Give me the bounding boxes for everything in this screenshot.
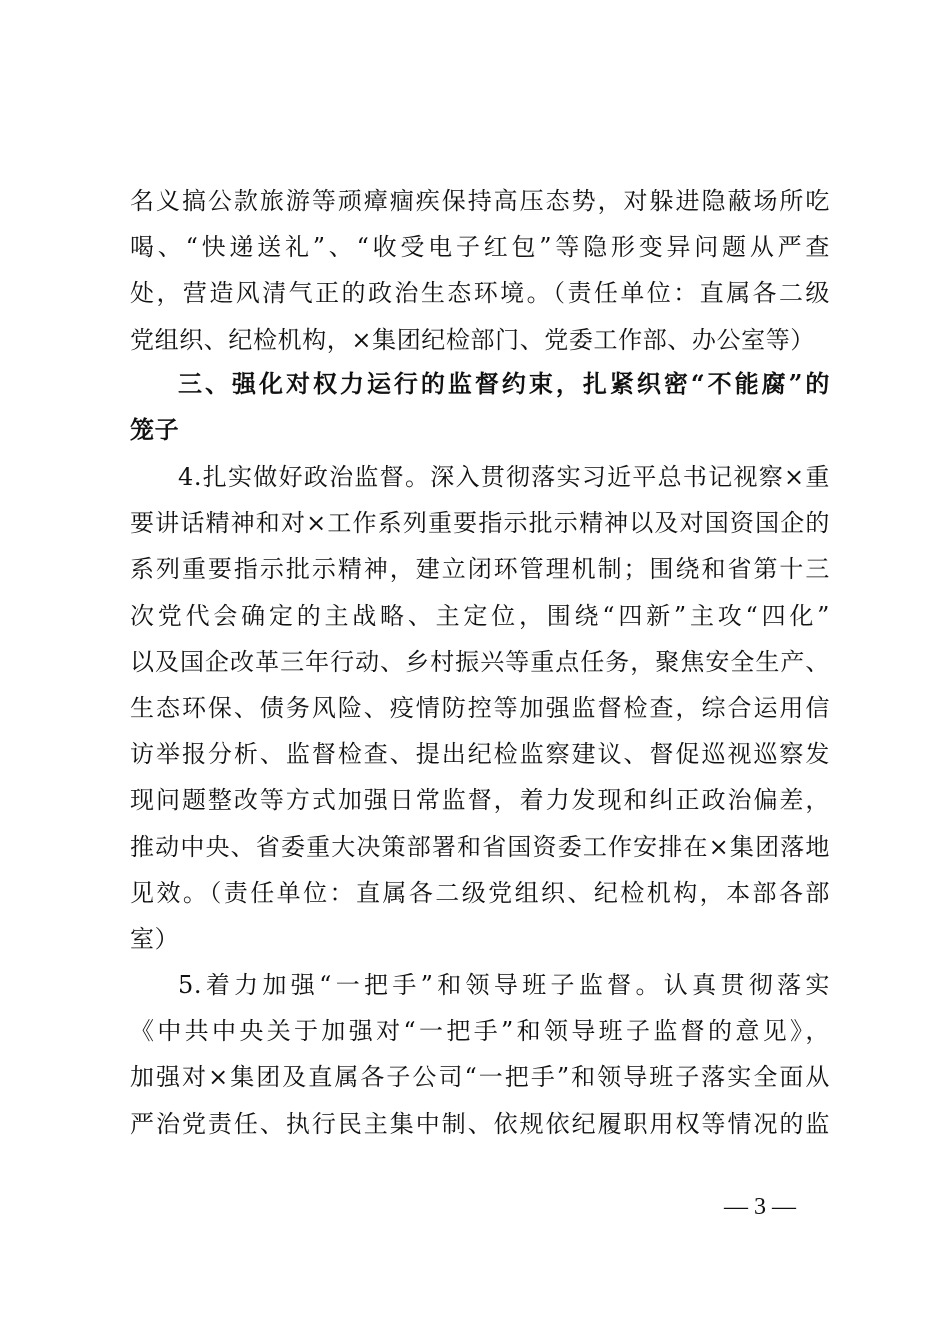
paragraph-continued: [130, 178, 830, 363]
text-line: 喝、“快递送礼”、“收受电子红包”等隐形变异问题从严查: [130, 233, 830, 262]
text-line: 系列重要指示批示精神，建立闭环管理机制；围绕和省第十三: [130, 555, 830, 584]
text-line: 严治党责任、执行民主集中制、依规依纪履职用权等情况的监: [130, 1109, 830, 1138]
paragraph-item-4: [130, 454, 830, 962]
text-line: 《中共中央关于加强对“一把手”和领导班子监督的意见》，: [130, 1017, 830, 1046]
text-line: 5.着力加强“一把手”和领导班子监督。认真贯彻落实: [178, 971, 830, 999]
text-line: 要讲话精神和对×工作系列重要指示批示精神以及对国资国企的: [130, 509, 830, 538]
heading-line: 笼子: [130, 415, 180, 445]
text-line: 以及国企改革三年行动、乡村振兴等重点任务，聚焦安全生产、: [130, 647, 830, 676]
text-line: 推动中央、省委重大决策部署和省国资委工作安排在×集团落地: [130, 832, 830, 861]
text-line: 访举报分析、监督检查、提出纪检监察建议、督促巡视巡察发: [130, 740, 830, 769]
page-number: — 3 —: [724, 1194, 796, 1220]
text-line: 现问题整改等方式加强日常监督，着力发现和纠正政治偏差，: [130, 786, 830, 815]
text-line: 名义搞公款旅游等顽瘴痼疾保持高压态势，对躲进隐蔽场所吃: [130, 187, 830, 215]
heading-line: 三、强化对权力运行的监督约束，扎紧织密“不能腐”的: [178, 369, 830, 398]
text-line: 室）: [130, 925, 180, 954]
text-line: 党组织、纪检机构，×集团纪检部门、党委工作部、办公室等）: [130, 325, 815, 354]
text-line: 见效。（责任单位：直属各二级党组织、纪检机构，本部各部: [130, 878, 830, 907]
text-line: 生态环保、债务风险、疫情防控等加强监督检查，综合运用信: [130, 694, 830, 723]
text-line: 次党代会确定的主战略、主定位，围绕“四新”主攻“四化”: [130, 601, 830, 630]
text-line: 加强对×集团及直属各子公司“一把手”和领导班子落实全面从: [130, 1063, 830, 1092]
text-line: 4.扎实做好政治监督。深入贯彻落实习近平总书记视察×重: [178, 463, 830, 491]
section-heading-3: [130, 361, 830, 453]
paragraph-item-5: [130, 962, 830, 1147]
text-line: 处，营造风清气正的政治生态环境。（责任单位：直属各二级: [130, 279, 830, 308]
